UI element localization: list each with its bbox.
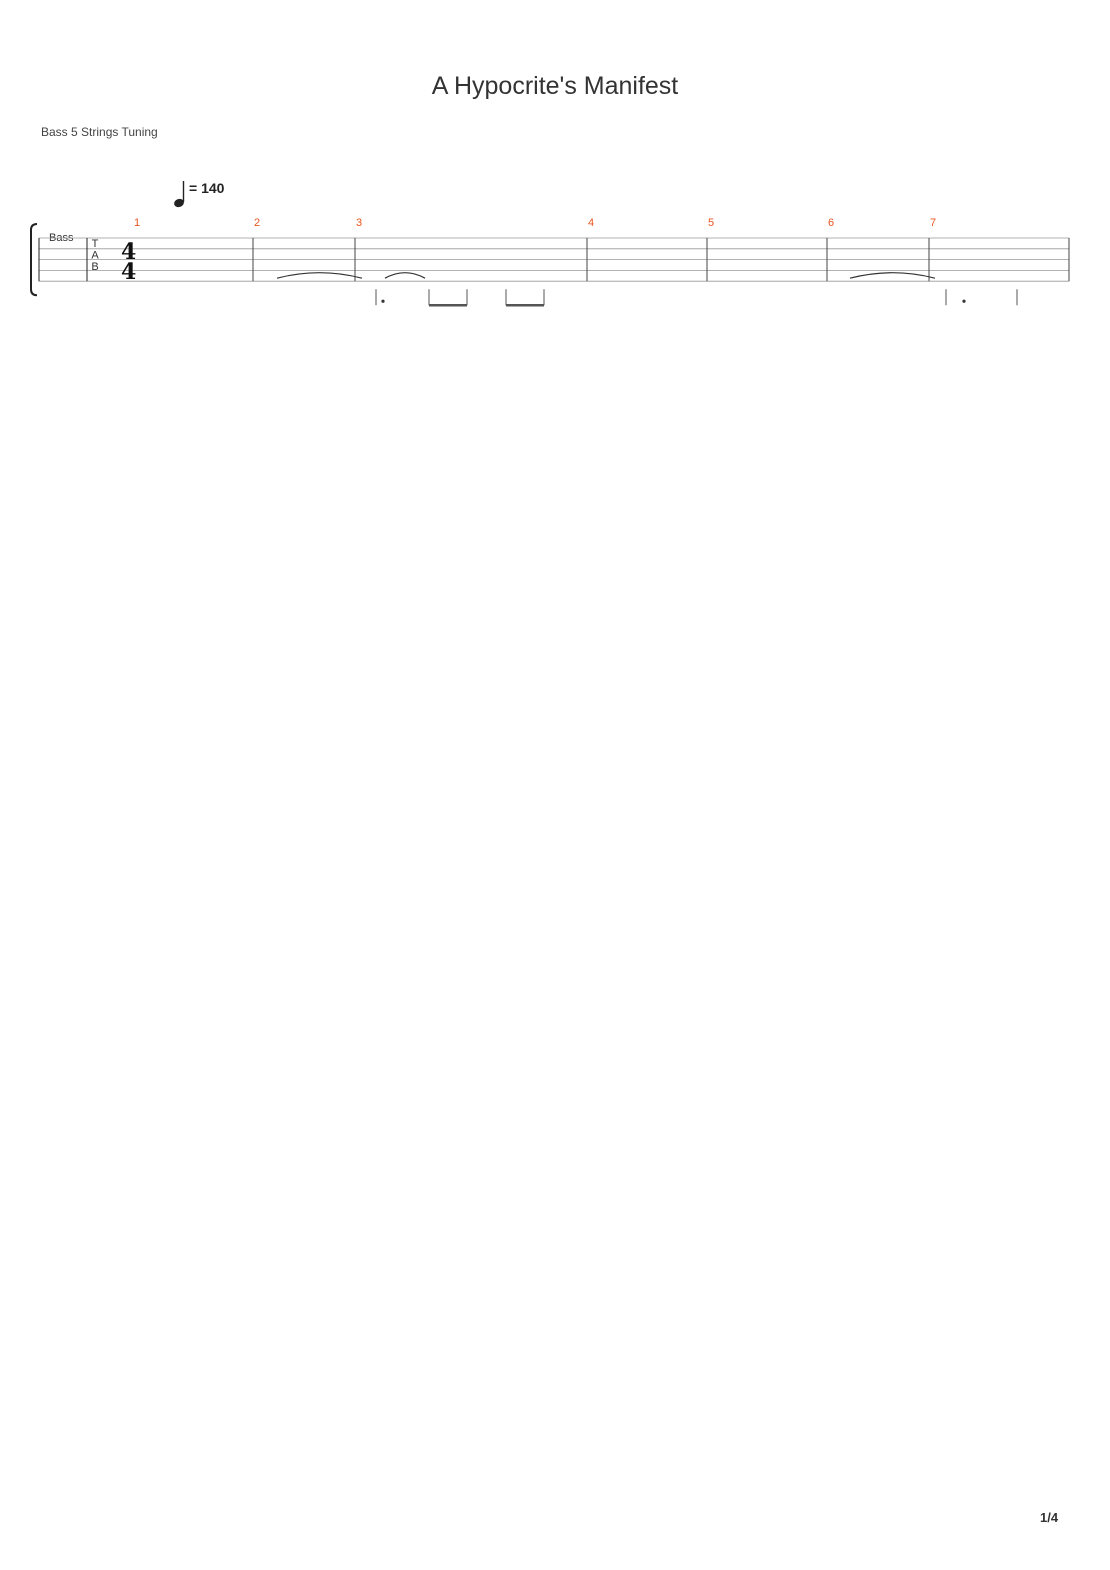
tempo-marking bbox=[173, 180, 225, 208]
rhythm-dot bbox=[381, 300, 384, 303]
measure-number: 1 bbox=[134, 217, 141, 229]
measure-number: 4 bbox=[588, 217, 595, 229]
instrument-label: Bass bbox=[49, 232, 74, 244]
tab-letter: B bbox=[91, 261, 99, 273]
tab-letter: T bbox=[91, 238, 99, 250]
tab-letter: A bbox=[91, 249, 99, 262]
tie bbox=[385, 273, 425, 279]
measure-number: 6 bbox=[828, 217, 835, 229]
tuning-label: Bass 5 Strings Tuning bbox=[41, 125, 158, 139]
page-number: 1/4 bbox=[1040, 1510, 1059, 1525]
time-signature-top: 4 bbox=[121, 239, 137, 265]
measure-number: 3 bbox=[356, 217, 363, 229]
system-bracket bbox=[31, 224, 37, 295]
measure-number: 2 bbox=[254, 217, 261, 229]
song-title: A Hypocrite's Manifest bbox=[431, 72, 679, 100]
tie bbox=[277, 273, 362, 279]
measure-number: 7 bbox=[930, 217, 937, 229]
tab-system bbox=[31, 217, 1069, 305]
measure-number: 5 bbox=[708, 217, 715, 229]
time-signature-bottom: 4 bbox=[121, 259, 137, 285]
rhythm-dot bbox=[962, 300, 965, 303]
tie bbox=[850, 273, 935, 279]
tempo-value: = 140 bbox=[189, 180, 225, 196]
